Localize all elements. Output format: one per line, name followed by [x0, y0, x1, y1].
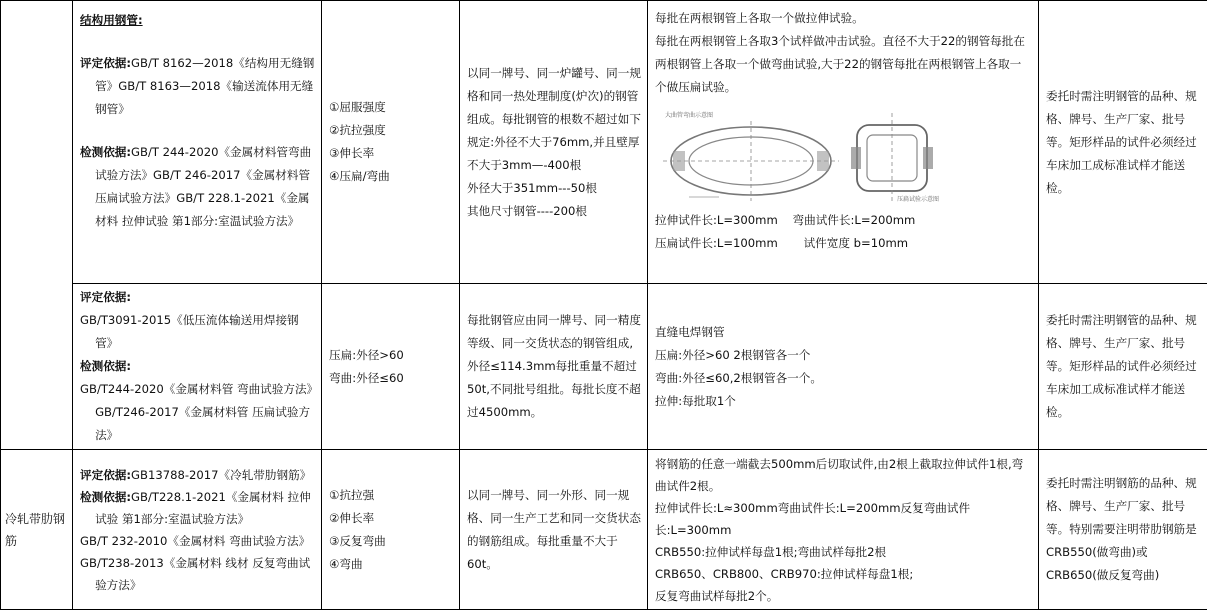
batch-text: 每批钢管应由同一牌号、同一精度等级、同一交货状态的钢管组成,外径≤114.3mm每批重量不超过50t,不同批号组批。每批长度不超过4500mm。	[460, 307, 647, 426]
note-cell	[1039, 450, 1207, 610]
test-text: GB/T 232-2010《金属材料 弯曲试验方法》	[80, 530, 315, 552]
list-item: ④压扁/弯曲	[329, 165, 453, 188]
basis-cell	[73, 450, 322, 610]
table-row	[1, 450, 1207, 610]
category-cell	[1, 1, 73, 450]
category-label: 冷轧带肋钢筋	[1, 508, 72, 552]
note-cell	[1039, 1, 1207, 284]
table-row	[1, 1, 1207, 284]
batch-text: 其他尺寸钢管----200根	[467, 200, 641, 223]
list-item: ②抗拉强度	[329, 119, 453, 142]
sampling-text: 压扁:外径>60 2根钢管各一个	[655, 344, 1032, 367]
test-label: 检测依据:	[80, 355, 315, 378]
batch-text: 以同一牌号、同一炉罐号、同一规格和同一热处理制度(炉次)的钢管组成。每批钢管的根数不超过如下规定:外径不大于76mm,并且壁厚不大于3mm—-400根	[467, 62, 641, 177]
sampling-text: 将钢筋的任意一端截去500mm后切取试件,由2根上截取拉伸试件1根,弯曲试件2根。	[655, 453, 1032, 497]
test-text: GB/T244-2020《金属材料管 弯曲试验方法》GB/T246-2017《金属材料管 压扁试验方法》	[80, 378, 315, 447]
items-cell	[322, 450, 460, 610]
sampling-text: 拉伸:每批取1个	[655, 390, 1032, 413]
list-item: ①屈服强度	[329, 96, 453, 119]
note-text: 委托时需注明钢管的品种、规格、牌号、生产厂家、批号等。矩形样品的试件必须经过车床加工成标准试样才能送检。	[1039, 83, 1207, 202]
specimen-length: 压扁试件长:L=100mm	[655, 236, 778, 250]
list-item: 压扁:外径>60	[329, 344, 453, 367]
pipe-diagram-icon	[659, 107, 949, 203]
list-item: ③反复弯曲	[329, 530, 453, 553]
category-cell	[1, 450, 73, 610]
batch-cell	[460, 450, 648, 610]
list-item: ②伸长率	[329, 507, 453, 530]
batch-text: 外径大于351mm---50根	[467, 177, 641, 200]
sampling-cell	[648, 284, 1039, 450]
test-text: GB/T238-2013《金属材料 线材 反复弯曲试验方法》	[80, 552, 315, 596]
list-item: ①抗拉强	[329, 484, 453, 507]
note-cell	[1039, 284, 1207, 450]
items-cell	[322, 284, 460, 450]
list-item: ③伸长率	[329, 142, 453, 165]
section-title: 结构用钢管:	[80, 9, 315, 32]
note-text: 委托时需注明钢筋的品种、规格、牌号、生产厂家、批号等。特别需要注明带肋钢筋是CRB550(做弯曲)或CRB650(做反复弯曲)	[1039, 470, 1207, 589]
sampling-text: 每批在两根钢管上各取一个做拉伸试验。	[655, 7, 1032, 30]
items-cell	[322, 1, 460, 284]
batch-cell	[460, 284, 648, 450]
sampling-text: 每批在两根钢管上各取3个试样做冲击试验。直径不大于22的钢管每批在两根钢管上各取一个做弯曲试验,大于22的钢管每批在两根钢管上各取一个做压扁试验。	[655, 30, 1032, 99]
eval-text: GB/T 8162—2018《结构用无缝钢管》GB/T 8163—2018《输送流体用无缝钢管》	[95, 56, 314, 116]
list-item: 弯曲:外径≤60	[329, 367, 453, 390]
sampling-cell	[648, 1, 1039, 284]
specimen-width: 试件宽度 b=10mm	[804, 236, 908, 250]
eval-label: 评定依据:	[80, 286, 315, 309]
sampling-cell	[648, 450, 1039, 610]
eval-text: GB/T3091-2015《低压流体输送用焊接钢管》	[80, 309, 315, 355]
note-text: 委托时需注明钢管的品种、规格、牌号、生产厂家、批号等。矩形样品的试件必须经过车床加工成标准试样才能送检。	[1039, 307, 1207, 426]
figure-caption: 大曲管弯曲示意图	[665, 111, 713, 119]
eval-label: 评定依据:	[80, 468, 131, 482]
eval-text: GB13788-2017《冷轧带肋钢筋》	[131, 468, 311, 482]
list-item: ④弯曲	[329, 553, 453, 576]
test-label: 检测依据:	[80, 490, 131, 504]
sampling-text: 拉伸试件长:L≈300mm弯曲试件长:L=200mm反复弯曲试件长:L=300mm	[655, 497, 1032, 541]
test-text: GB/T228.1-2021《金属材料 拉伸试验 第1部分:室温试验方法》	[95, 490, 311, 526]
specimen-length: 拉伸试件长:L=300mm	[655, 213, 778, 227]
table-row	[1, 284, 1207, 450]
sampling-text: 反复弯曲试样每批2个。	[655, 585, 1032, 607]
sampling-text: 弯曲:外径≤60,2根钢管各一个。	[655, 367, 1032, 390]
sampling-text: CRB650、CRB800、CRB970:拉伸试样每盘1根;	[655, 563, 1032, 585]
test-text: GB/T 244-2020《金属材料管弯曲试验方法》GB/T 246-2017《金属材料管 压扁试验方法》GB/T 228.1-2021《金属材料 拉伸试验 第1部分:室温试验方法》	[95, 145, 311, 228]
figure-caption2: 压扁试验示意图	[897, 195, 939, 203]
test-label: 检测依据:	[80, 145, 131, 159]
test-figure	[659, 107, 949, 203]
eval-label: 评定依据:	[80, 56, 131, 70]
specimen-length: 弯曲试件长:L=200mm	[793, 213, 916, 227]
sampling-text: CRB550:拉伸试样每盘1根;弯曲试样每批2根	[655, 541, 1032, 563]
sampling-text: 直缝电焊钢管	[655, 321, 1032, 344]
basis-cell	[73, 284, 322, 450]
basis-cell	[73, 1, 322, 284]
batch-cell	[460, 1, 648, 284]
batch-text: 以同一牌号、同一外形、同一规格、同一生产工艺和同一交货状态的钢筋组成。每批重量不大于60t。	[460, 482, 647, 578]
